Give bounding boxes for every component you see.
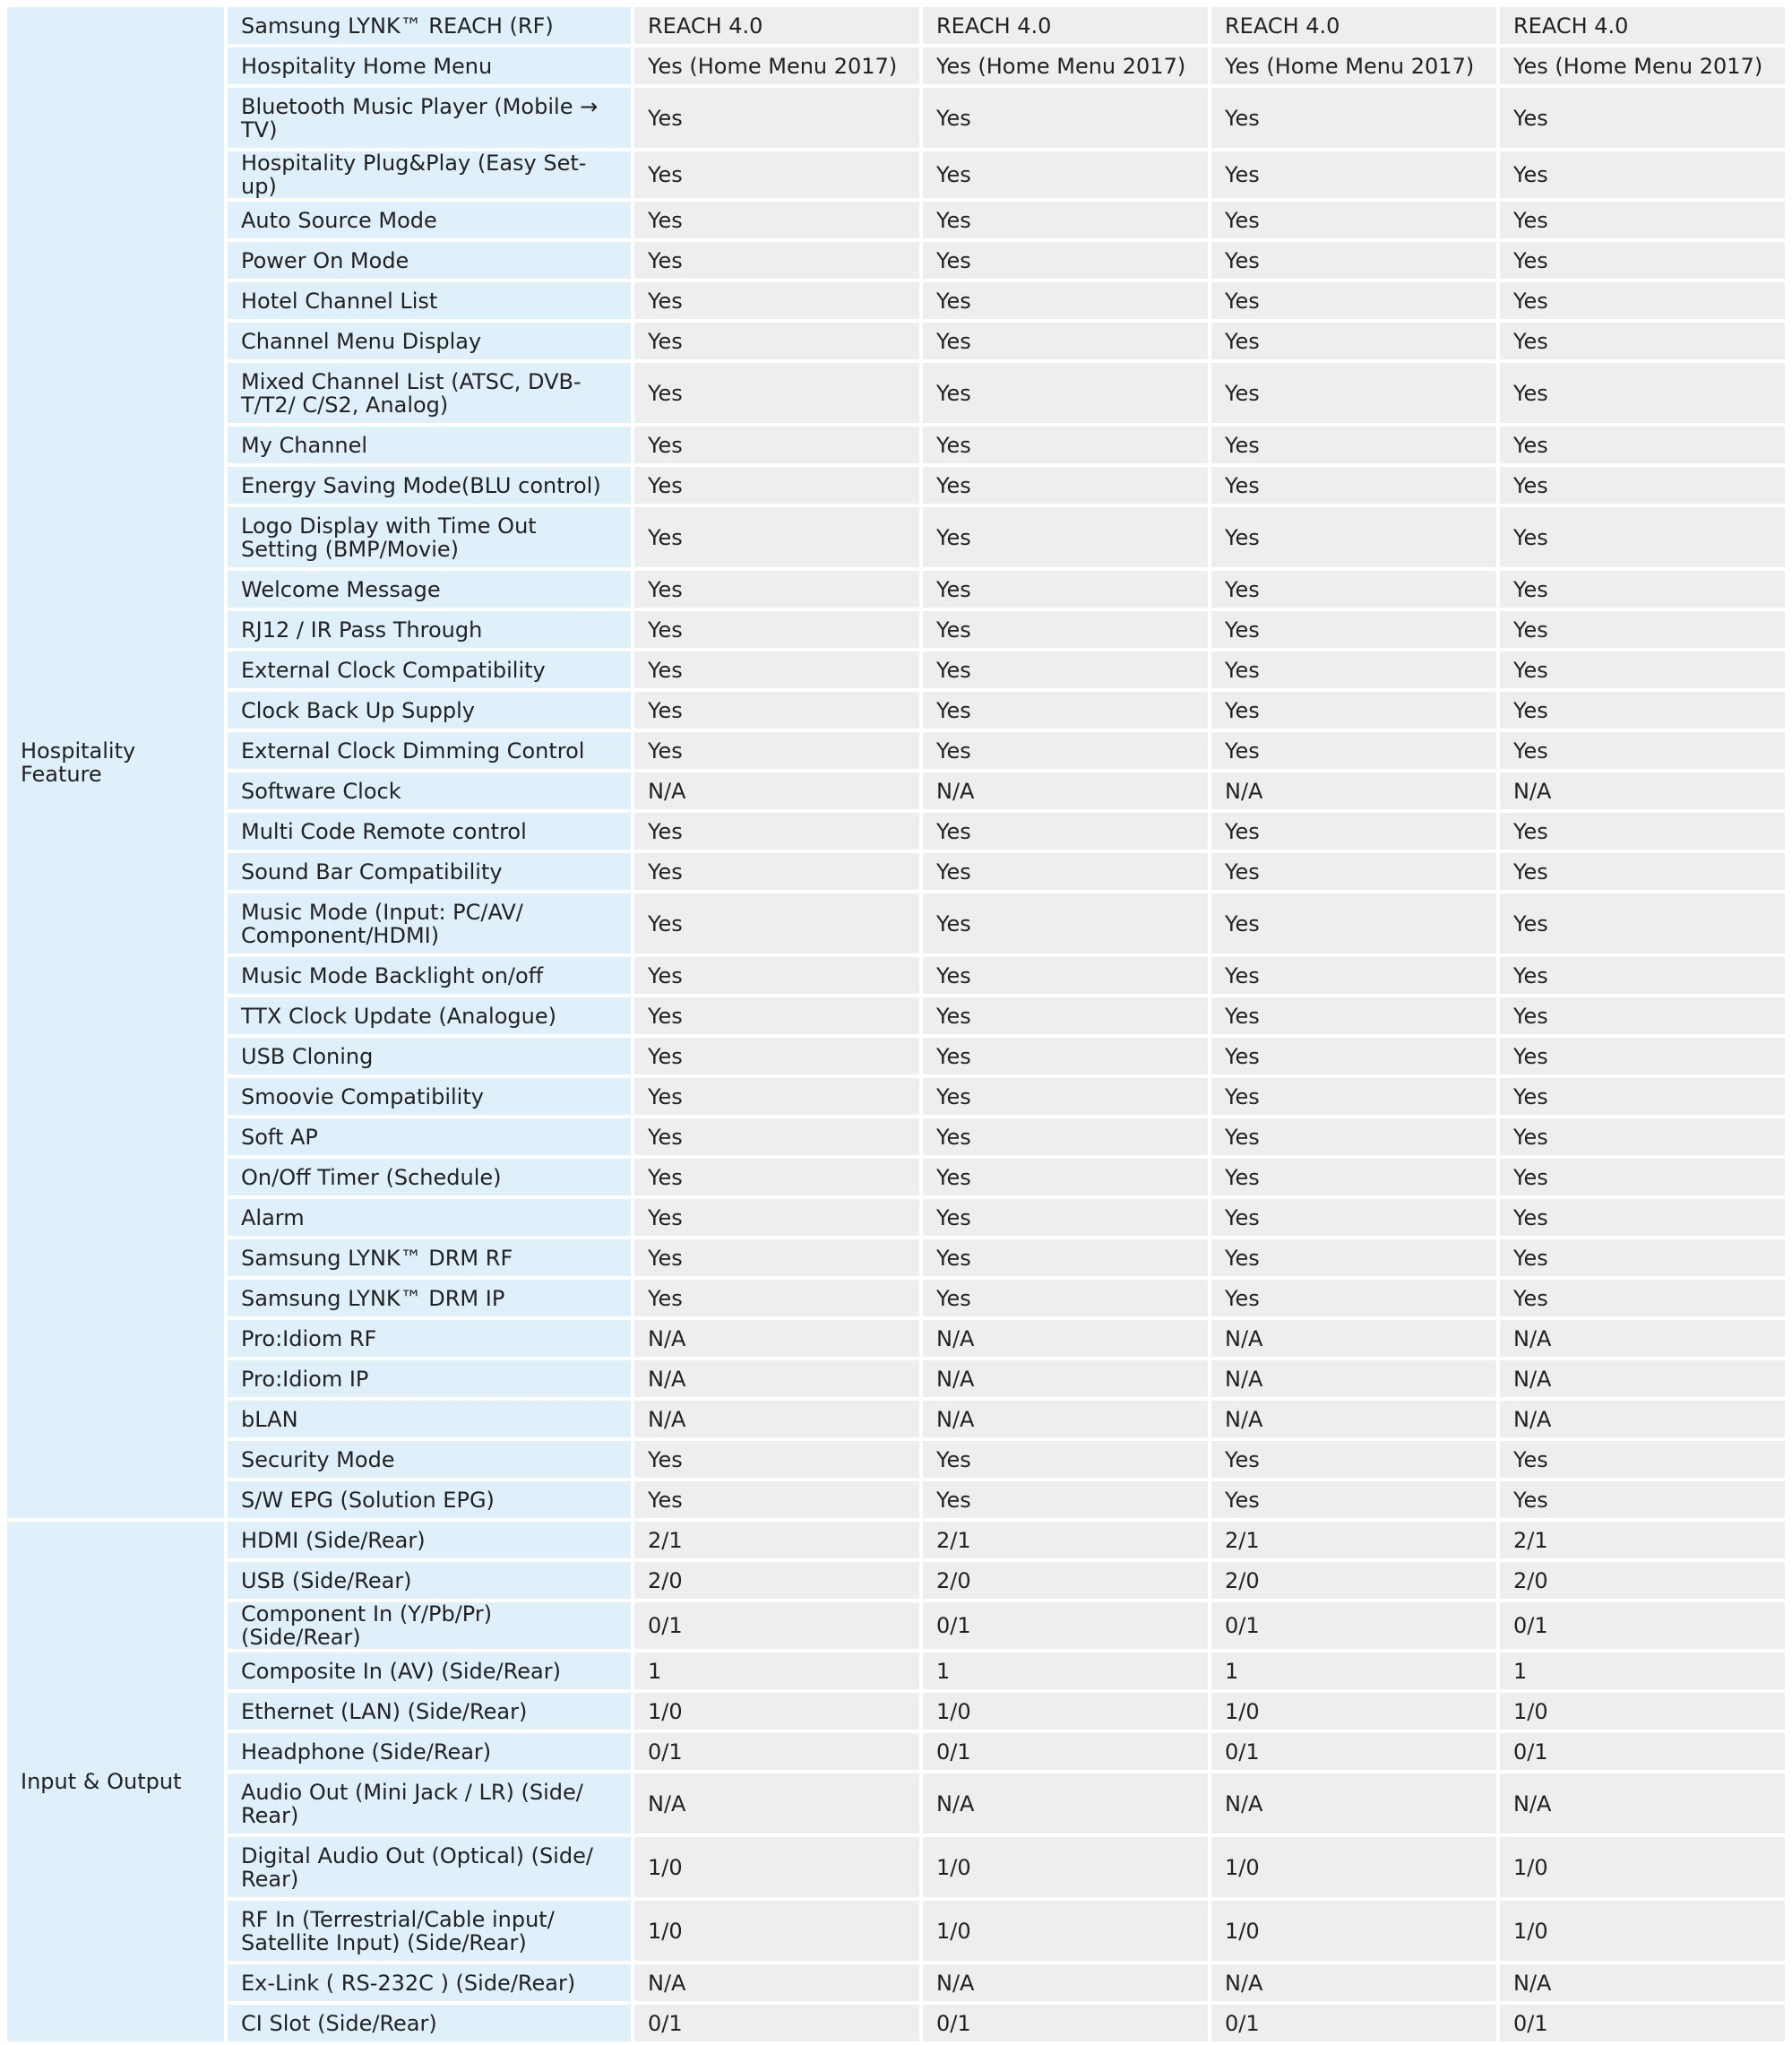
value-cell: N/A (1500, 1320, 1785, 1357)
value-cell: N/A (923, 1360, 1208, 1397)
table-row (7, 1360, 1785, 1397)
value-cell: Yes (923, 1441, 1208, 1478)
value-cell: 1/0 (1211, 1837, 1496, 1897)
feature-cell: RF In (Terrestrial/Cable input/ Satellite Input) (Side/Rear) (228, 1901, 631, 1961)
value-cell: Yes (1211, 1159, 1496, 1195)
value-cell: N/A (1500, 1773, 1785, 1834)
table-row (7, 1964, 1785, 2001)
value-cell: Yes (1500, 1280, 1785, 1316)
feature-cell: Samsung LYNK™ DRM IP (228, 1280, 631, 1316)
value-cell: Yes (923, 363, 1208, 423)
value-cell: Yes (923, 1038, 1208, 1074)
value-cell: Yes (Home Menu 2017) (1211, 47, 1496, 84)
feature-cell: Multi Code Remote control (228, 813, 631, 850)
feature-cell: Clock Back Up Supply (228, 692, 631, 729)
feature-cell: Component In (Y/Pb/Pr) (Side/Rear) (228, 1602, 631, 1649)
value-cell: Yes (1211, 1239, 1496, 1276)
value-cell: 0/1 (634, 1733, 919, 1770)
value-cell: 0/1 (923, 1733, 1208, 1770)
feature-cell: Hospitality Home Menu (228, 47, 631, 84)
value-cell: Yes (634, 651, 919, 688)
value-cell: Yes (923, 692, 1208, 729)
value-cell: 1/0 (923, 1693, 1208, 1730)
table-row (7, 571, 1785, 608)
value-cell: 2/0 (634, 1562, 919, 1599)
value-cell: Yes (1211, 1199, 1496, 1236)
table-row (7, 1159, 1785, 1195)
value-cell: N/A (1500, 772, 1785, 809)
value-cell: Yes (634, 467, 919, 504)
value-cell: N/A (1211, 1773, 1496, 1834)
feature-cell: Smoovie Compatibility (228, 1078, 631, 1115)
value-cell: Yes (634, 571, 919, 608)
feature-cell: Logo Display with Time Out Setting (BMP/Movie) (228, 507, 631, 567)
spec-table-body (7, 7, 1785, 2041)
value-cell: 1 (923, 1652, 1208, 1689)
value-cell: Yes (1500, 1038, 1785, 1074)
value-cell: Yes (1500, 732, 1785, 769)
value-cell: Yes (1211, 323, 1496, 359)
value-cell: 2/1 (1211, 1522, 1496, 1558)
value-cell: N/A (634, 1401, 919, 1437)
value-cell: Yes (634, 323, 919, 359)
value-cell: N/A (1500, 1360, 1785, 1397)
table-row (7, 202, 1785, 238)
feature-cell: Channel Menu Display (228, 323, 631, 359)
table-row (7, 1078, 1785, 1115)
value-cell: Yes (1211, 957, 1496, 994)
feature-cell: Hotel Channel List (228, 282, 631, 319)
value-cell: Yes (1500, 1199, 1785, 1236)
table-row (7, 1320, 1785, 1357)
value-cell: Yes (1500, 282, 1785, 319)
value-cell: Yes (1500, 997, 1785, 1034)
feature-cell: Soft AP (228, 1118, 631, 1155)
value-cell: Yes (1500, 1078, 1785, 1115)
value-cell: 2/1 (923, 1522, 1208, 1558)
value-cell: Yes (1211, 611, 1496, 648)
value-cell: Yes (Home Menu 2017) (634, 47, 919, 84)
value-cell: Yes (1211, 1038, 1496, 1074)
table-row (7, 1773, 1785, 1834)
table-row (7, 1901, 1785, 1961)
value-cell: Yes (923, 1199, 1208, 1236)
value-cell: Yes (634, 1239, 919, 1276)
feature-cell: Samsung LYNK™ DRM RF (228, 1239, 631, 1276)
value-cell: Yes (1211, 202, 1496, 238)
table-row (7, 363, 1785, 423)
table-row (7, 427, 1785, 463)
feature-cell: Music Mode Backlight on/off (228, 957, 631, 994)
value-cell: Yes (634, 997, 919, 1034)
value-cell: Yes (634, 813, 919, 850)
table-row (7, 151, 1785, 198)
value-cell: Yes (1500, 571, 1785, 608)
table-row (7, 2005, 1785, 2041)
value-cell: 1/0 (634, 1901, 919, 1961)
feature-cell: TTX Clock Update (Analogue) (228, 997, 631, 1034)
category-cell: Hospitality Feature (7, 7, 224, 1518)
value-cell: Yes (1500, 363, 1785, 423)
value-cell: 1/0 (923, 1837, 1208, 1897)
value-cell: Yes (634, 893, 919, 953)
value-cell: Yes (634, 151, 919, 198)
value-cell: Yes (634, 282, 919, 319)
value-cell: Yes (1500, 692, 1785, 729)
value-cell: 2/0 (923, 1562, 1208, 1599)
value-cell: Yes (923, 1280, 1208, 1316)
value-cell: Yes (923, 893, 1208, 953)
table-row (7, 1652, 1785, 1689)
feature-cell: Headphone (Side/Rear) (228, 1733, 631, 1770)
value-cell: Yes (1500, 323, 1785, 359)
table-row (7, 1038, 1785, 1074)
value-cell: 0/1 (1211, 2005, 1496, 2041)
feature-cell: S/W EPG (Solution EPG) (228, 1481, 631, 1518)
value-cell: N/A (923, 1401, 1208, 1437)
table-row (7, 1118, 1785, 1155)
value-cell: Yes (923, 88, 1208, 148)
value-cell: Yes (1500, 507, 1785, 567)
table-row (7, 813, 1785, 850)
value-cell: Yes (1211, 1481, 1496, 1518)
value-cell: Yes (923, 507, 1208, 567)
value-cell: Yes (1211, 507, 1496, 567)
value-cell: Yes (923, 651, 1208, 688)
feature-cell: Digital Audio Out (Optical) (Side/ Rear) (228, 1837, 631, 1897)
feature-cell: External Clock Dimming Control (228, 732, 631, 769)
value-cell: 1/0 (1500, 1837, 1785, 1897)
value-cell: Yes (Home Menu 2017) (923, 47, 1208, 84)
table-row (7, 1522, 1785, 1558)
value-cell: REACH 4.0 (1500, 7, 1785, 44)
value-cell: Yes (1500, 957, 1785, 994)
value-cell: Yes (923, 957, 1208, 994)
value-cell: Yes (923, 1159, 1208, 1195)
feature-cell: Ex-Link ( RS-232C ) (Side/Rear) (228, 1964, 631, 2001)
feature-cell: Sound Bar Compatibility (228, 853, 631, 890)
value-cell: Yes (634, 1118, 919, 1155)
value-cell: REACH 4.0 (923, 7, 1208, 44)
value-cell: Yes (923, 732, 1208, 769)
feature-cell: bLAN (228, 1401, 631, 1437)
value-cell: Yes (1500, 427, 1785, 463)
value-cell: Yes (634, 1078, 919, 1115)
value-cell: Yes (1211, 813, 1496, 850)
value-cell: Yes (1211, 692, 1496, 729)
value-cell: Yes (1500, 611, 1785, 648)
feature-cell: Power On Mode (228, 242, 631, 279)
value-cell: Yes (1211, 651, 1496, 688)
value-cell: Yes (1211, 571, 1496, 608)
value-cell: Yes (1500, 202, 1785, 238)
value-cell: 1/0 (634, 1693, 919, 1730)
table-row (7, 1199, 1785, 1236)
value-cell: N/A (634, 1773, 919, 1834)
value-cell: N/A (923, 1964, 1208, 2001)
feature-cell: Ethernet (LAN) (Side/Rear) (228, 1693, 631, 1730)
table-row (7, 1401, 1785, 1437)
value-cell: Yes (923, 997, 1208, 1034)
value-cell: Yes (634, 1199, 919, 1236)
value-cell: N/A (1500, 1401, 1785, 1437)
feature-cell: Pro:Idiom RF (228, 1320, 631, 1357)
value-cell: 0/1 (1500, 1602, 1785, 1649)
value-cell: Yes (1500, 651, 1785, 688)
value-cell: 0/1 (1500, 1733, 1785, 1770)
value-cell: Yes (1500, 467, 1785, 504)
table-row (7, 1280, 1785, 1316)
value-cell: Yes (1211, 853, 1496, 890)
value-cell: Yes (1500, 151, 1785, 198)
feature-cell: RJ12 / IR Pass Through (228, 611, 631, 648)
value-cell: 2/0 (1211, 1562, 1496, 1599)
value-cell: Yes (634, 1280, 919, 1316)
feature-cell: Composite In (AV) (Side/Rear) (228, 1652, 631, 1689)
value-cell: 1/0 (1211, 1901, 1496, 1961)
value-cell: 0/1 (1211, 1733, 1496, 1770)
table-row (7, 1481, 1785, 1518)
value-cell: Yes (923, 1239, 1208, 1276)
feature-cell: USB Cloning (228, 1038, 631, 1074)
value-cell: Yes (634, 732, 919, 769)
value-cell: Yes (1211, 88, 1496, 148)
value-cell: Yes (634, 1159, 919, 1195)
value-cell: 1/0 (923, 1901, 1208, 1961)
value-cell: Yes (Home Menu 2017) (1500, 47, 1785, 84)
table-row (7, 853, 1785, 890)
value-cell: Yes (923, 853, 1208, 890)
feature-cell: Security Mode (228, 1441, 631, 1478)
value-cell: Yes (1211, 427, 1496, 463)
table-row (7, 997, 1785, 1034)
table-row (7, 507, 1785, 567)
value-cell: 0/1 (923, 2005, 1208, 2041)
value-cell: Yes (1500, 242, 1785, 279)
table-row (7, 611, 1785, 648)
feature-cell: HDMI (Side/Rear) (228, 1522, 631, 1558)
value-cell: Yes (1211, 282, 1496, 319)
table-row (7, 692, 1785, 729)
value-cell: 0/1 (923, 1602, 1208, 1649)
value-cell: 1 (1500, 1652, 1785, 1689)
value-cell: Yes (634, 242, 919, 279)
table-row (7, 651, 1785, 688)
value-cell: Yes (1500, 1159, 1785, 1195)
table-row (7, 242, 1785, 279)
feature-cell: Music Mode (Input: PC/AV/ Component/HDMI) (228, 893, 631, 953)
value-cell: Yes (1211, 151, 1496, 198)
value-cell: 1/0 (1500, 1901, 1785, 1961)
value-cell: N/A (923, 772, 1208, 809)
value-cell: 0/1 (634, 1602, 919, 1649)
value-cell: N/A (923, 1773, 1208, 1834)
value-cell: Yes (1211, 1441, 1496, 1478)
value-cell: 2/1 (634, 1522, 919, 1558)
value-cell: N/A (1211, 1320, 1496, 1357)
value-cell: 0/1 (1500, 2005, 1785, 2041)
table-row (7, 467, 1785, 504)
feature-cell: External Clock Compatibility (228, 651, 631, 688)
spec-table (4, 4, 1788, 2045)
value-cell: Yes (1211, 1078, 1496, 1115)
value-cell: Yes (1211, 363, 1496, 423)
value-cell: Yes (923, 813, 1208, 850)
value-cell: 1 (1211, 1652, 1496, 1689)
value-cell: Yes (923, 611, 1208, 648)
feature-cell: Hospitality Plug&Play (Easy Set-up) (228, 151, 631, 198)
table-row (7, 282, 1785, 319)
value-cell: 1/0 (1211, 1693, 1496, 1730)
value-cell: N/A (634, 772, 919, 809)
value-cell: N/A (634, 1964, 919, 2001)
value-cell: Yes (634, 611, 919, 648)
value-cell: Yes (1500, 853, 1785, 890)
value-cell: Yes (923, 1078, 1208, 1115)
value-cell: Yes (634, 363, 919, 423)
value-cell: Yes (923, 282, 1208, 319)
value-cell: Yes (634, 853, 919, 890)
value-cell: 2/1 (1500, 1522, 1785, 1558)
value-cell: 0/1 (634, 2005, 919, 2041)
value-cell: Yes (634, 692, 919, 729)
value-cell: N/A (1500, 1964, 1785, 2001)
feature-cell: My Channel (228, 427, 631, 463)
table-row (7, 1239, 1785, 1276)
value-cell: Yes (923, 467, 1208, 504)
table-row (7, 1441, 1785, 1478)
feature-cell: CI Slot (Side/Rear) (228, 2005, 631, 2041)
feature-cell: USB (Side/Rear) (228, 1562, 631, 1599)
value-cell: Yes (634, 1038, 919, 1074)
value-cell: Yes (634, 427, 919, 463)
value-cell: N/A (1211, 1401, 1496, 1437)
value-cell: Yes (634, 1441, 919, 1478)
table-row (7, 1602, 1785, 1649)
value-cell: Yes (1500, 1239, 1785, 1276)
table-row (7, 323, 1785, 359)
value-cell: N/A (634, 1360, 919, 1397)
value-cell: Yes (1500, 1441, 1785, 1478)
value-cell: N/A (1211, 1964, 1496, 2001)
value-cell: N/A (1211, 772, 1496, 809)
feature-cell: Alarm (228, 1199, 631, 1236)
value-cell: Yes (1500, 893, 1785, 953)
table-row (7, 1693, 1785, 1730)
value-cell: Yes (634, 507, 919, 567)
table-row (7, 1837, 1785, 1897)
value-cell: Yes (923, 242, 1208, 279)
value-cell: 1/0 (1500, 1693, 1785, 1730)
value-cell: Yes (1500, 88, 1785, 148)
value-cell: Yes (1211, 1118, 1496, 1155)
feature-cell: Bluetooth Music Player (Mobile → TV) (228, 88, 631, 148)
feature-cell: On/Off Timer (Schedule) (228, 1159, 631, 1195)
value-cell: REACH 4.0 (1211, 7, 1496, 44)
value-cell: Yes (1500, 813, 1785, 850)
value-cell: Yes (923, 571, 1208, 608)
value-cell: Yes (923, 151, 1208, 198)
feature-cell: Software Clock (228, 772, 631, 809)
value-cell: Yes (634, 1481, 919, 1518)
table-row (7, 88, 1785, 148)
value-cell: Yes (923, 1118, 1208, 1155)
value-cell: N/A (634, 1320, 919, 1357)
value-cell: Yes (1500, 1481, 1785, 1518)
table-row (7, 893, 1785, 953)
value-cell: Yes (634, 88, 919, 148)
table-row (7, 1733, 1785, 1770)
feature-cell: Pro:Idiom IP (228, 1360, 631, 1397)
value-cell: Yes (1500, 1118, 1785, 1155)
value-cell: 2/0 (1500, 1562, 1785, 1599)
table-row (7, 957, 1785, 994)
feature-cell: Auto Source Mode (228, 202, 631, 238)
table-row (7, 732, 1785, 769)
value-cell: Yes (1211, 467, 1496, 504)
table-row (7, 1562, 1785, 1599)
table-row (7, 7, 1785, 44)
value-cell: 0/1 (1211, 1602, 1496, 1649)
value-cell: Yes (923, 427, 1208, 463)
value-cell: Yes (634, 202, 919, 238)
feature-cell: Energy Saving Mode(BLU control) (228, 467, 631, 504)
category-cell: Input & Output (7, 1522, 224, 2041)
value-cell: Yes (923, 202, 1208, 238)
value-cell: Yes (1211, 1280, 1496, 1316)
value-cell: Yes (1211, 997, 1496, 1034)
value-cell: 1/0 (634, 1837, 919, 1897)
value-cell: Yes (923, 323, 1208, 359)
value-cell: REACH 4.0 (634, 7, 919, 44)
value-cell: Yes (923, 1481, 1208, 1518)
value-cell: N/A (1211, 1360, 1496, 1397)
value-cell: Yes (1211, 242, 1496, 279)
feature-cell: Samsung LYNK™ REACH (RF) (228, 7, 631, 44)
feature-cell: Welcome Message (228, 571, 631, 608)
feature-cell: Mixed Channel List (ATSC, DVB-T/T2/ C/S2, Analog) (228, 363, 631, 423)
feature-cell: Audio Out (Mini Jack / LR) (Side/ Rear) (228, 1773, 631, 1834)
value-cell: Yes (1211, 893, 1496, 953)
value-cell: Yes (1211, 732, 1496, 769)
table-row (7, 47, 1785, 84)
value-cell: N/A (923, 1320, 1208, 1357)
table-row (7, 772, 1785, 809)
value-cell: 1 (634, 1652, 919, 1689)
value-cell: Yes (634, 957, 919, 994)
